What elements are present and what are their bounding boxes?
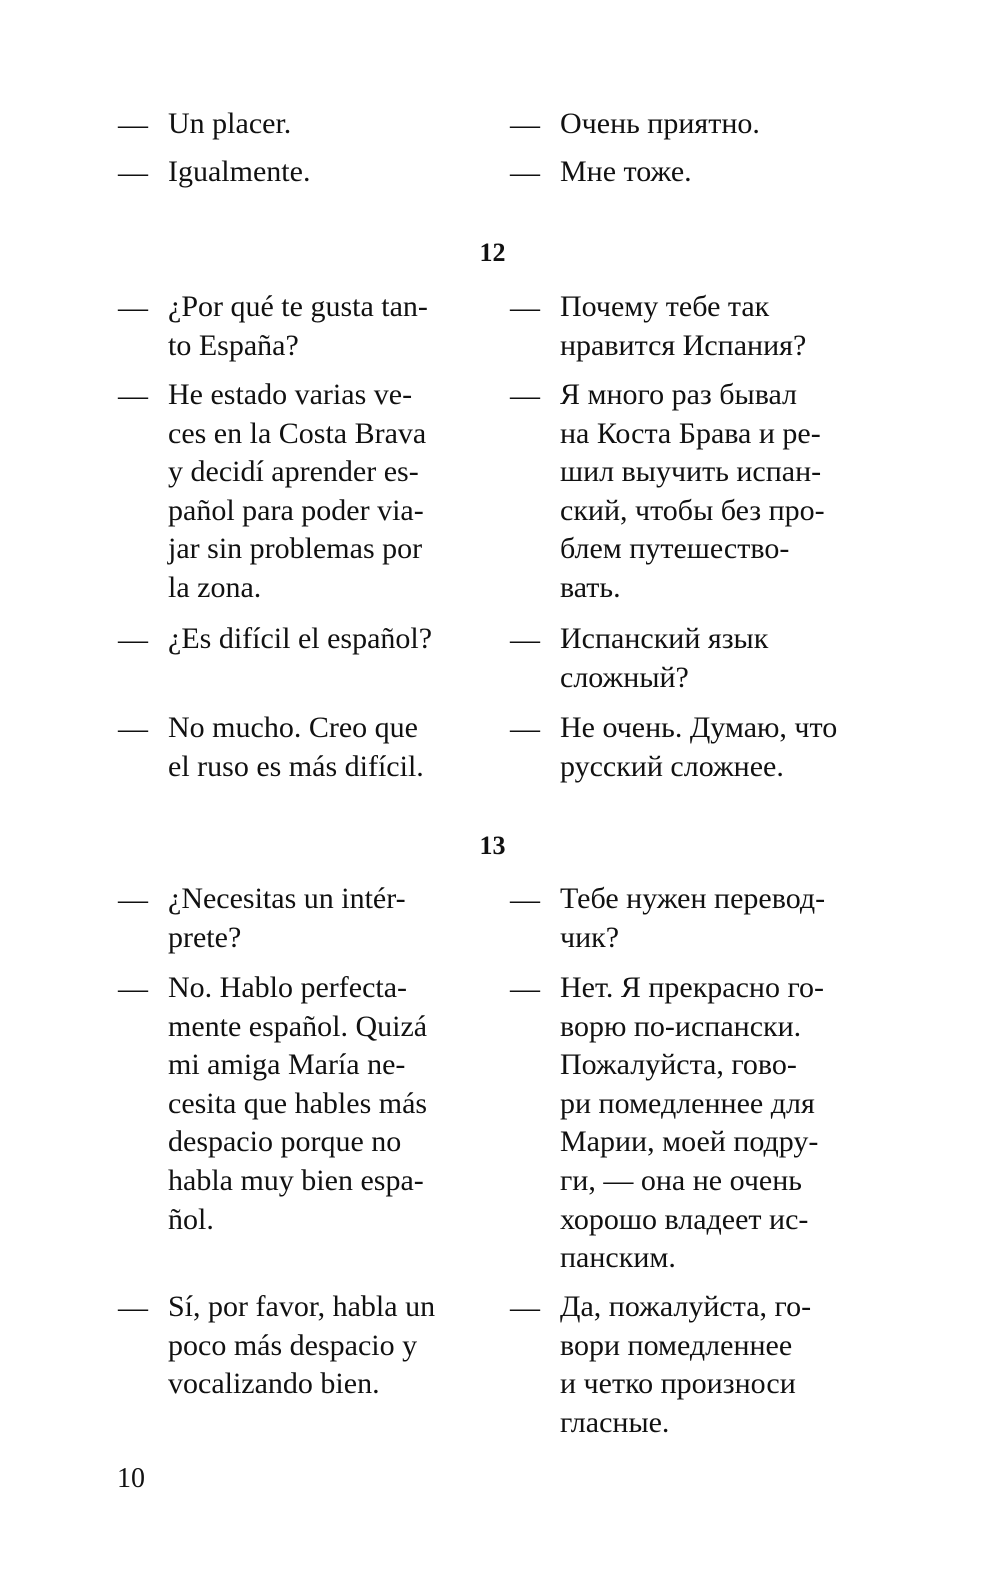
- spanish-text: ¿Necesitas un intér- prete?: [168, 882, 406, 954]
- dash-es: —: [118, 108, 148, 141]
- spanish-text: Un placer.: [168, 107, 292, 140]
- dash-ru: —: [510, 379, 540, 412]
- russian-text: Очень приятно.: [560, 107, 760, 140]
- dash-ru: —: [510, 883, 540, 916]
- spanish-text: He estado varias ve- ces en la Costa Brava y decidí aprender es- pañol para poder via- jar sin problemas por la zona.: [168, 378, 427, 604]
- russian-text: Я много раз бывал на Коста Брава и ре- шил выучить испан- ский, чтобы без про- блем путешество- вать.: [560, 378, 825, 604]
- spanish-text: No. Hablo perfecta- mente español. Quizá mi amiga María ne- cesita que hables más despacio porque no habla muy bien espa- ñol.: [168, 971, 428, 1236]
- dash-ru: —: [510, 291, 540, 324]
- spanish-text: ¿Es difícil el español?: [168, 622, 433, 655]
- russian-text: Почему тебе так нравится Испания?: [560, 290, 807, 362]
- dash-ru: —: [510, 1291, 540, 1324]
- russian-text: Мне тоже.: [560, 155, 692, 188]
- dash-ru: —: [510, 108, 540, 141]
- dash-ru: —: [510, 156, 540, 189]
- russian-text: Нет. Я прекрасно го- ворю по-испански. Пожалуйста, гово- ри помедленнее для Марии, моей подру- ги, — она не очень хорошо владеет ис- панским.: [560, 971, 825, 1275]
- dash-es: —: [118, 712, 148, 745]
- spanish-text: ¿Por qué te gusta tan- to España?: [168, 290, 428, 362]
- dash-ru: —: [510, 972, 540, 1005]
- dash-es: —: [118, 291, 148, 324]
- russian-text: Испанский язык сложный?: [560, 622, 769, 694]
- spanish-text: Sí, por favor, habla un poco más despacio y vocalizando bien.: [168, 1290, 436, 1401]
- page-number: 10: [117, 1463, 145, 1494]
- dash-ru: —: [510, 623, 540, 656]
- russian-text: Да, пожалуйста, го- вори помедленнее и четко произноси гласные.: [560, 1290, 812, 1439]
- dash-es: —: [118, 972, 148, 1005]
- dash-ru: —: [510, 712, 540, 745]
- section-number-13: 13: [479, 831, 506, 860]
- section-number-12: 12: [479, 238, 506, 267]
- spanish-text: No mucho. Creo que el ruso es más difícil.: [168, 711, 424, 783]
- dash-es: —: [118, 883, 148, 916]
- dash-es: —: [118, 156, 148, 189]
- russian-text: Тебе нужен перевод- чик?: [560, 882, 826, 954]
- dash-es: —: [118, 1291, 148, 1324]
- dash-es: —: [118, 379, 148, 412]
- dash-es: —: [118, 623, 148, 656]
- spanish-text: Igualmente.: [168, 155, 311, 188]
- russian-text: Не очень. Думаю, что русский сложнее.: [560, 711, 838, 783]
